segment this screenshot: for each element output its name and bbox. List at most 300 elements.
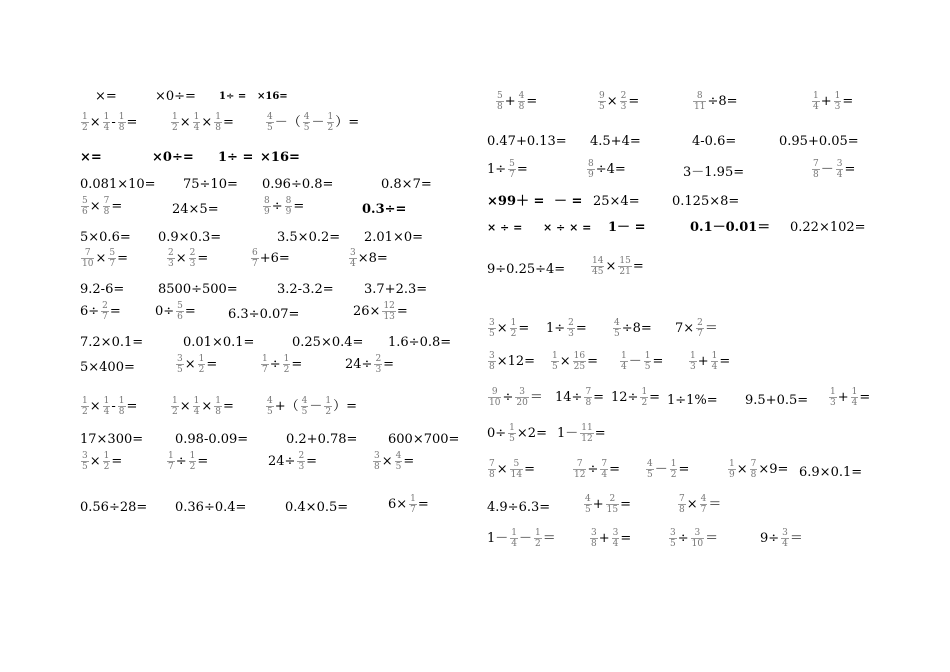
problem xyxy=(80,281,124,299)
problem xyxy=(285,499,348,517)
operator-text: = xyxy=(593,389,605,405)
problem-text: 600×700= xyxy=(388,432,460,447)
operator-text: 1－ xyxy=(557,425,579,441)
problem-text: × ÷ × = xyxy=(543,221,592,234)
denominator: 5 xyxy=(614,329,620,339)
fraction xyxy=(510,459,523,480)
problem-text: 0.125×8= xyxy=(672,194,740,209)
operator-text: + xyxy=(592,496,604,512)
operator-text: = xyxy=(628,93,640,109)
fraction xyxy=(373,451,381,472)
fraction xyxy=(382,301,395,322)
problem xyxy=(183,176,238,194)
operator-text: 6÷ xyxy=(80,303,100,319)
operator-text: = xyxy=(518,320,530,336)
problem-text: 2.01×0= xyxy=(364,230,424,245)
problem xyxy=(155,301,197,322)
fraction xyxy=(620,91,628,112)
problem xyxy=(590,133,641,151)
operator-text: +（ xyxy=(274,398,299,414)
fraction xyxy=(510,318,518,339)
problem xyxy=(80,112,138,133)
problem xyxy=(175,354,218,375)
problem xyxy=(80,149,102,167)
problem xyxy=(80,431,143,449)
denominator: 7 xyxy=(509,170,515,180)
problem-text: ×= xyxy=(95,89,117,104)
operator-text: = xyxy=(859,389,871,405)
fraction xyxy=(689,351,697,372)
problem xyxy=(80,176,156,194)
problem xyxy=(668,528,719,549)
numerator: 1 xyxy=(552,351,558,361)
numerator: 7 xyxy=(813,159,819,169)
numerator: 4 xyxy=(267,396,273,406)
operator-text: = xyxy=(575,320,587,336)
problem-text: × ÷ = xyxy=(487,221,523,234)
problem-text: 5×400= xyxy=(80,360,135,375)
problem xyxy=(597,91,640,112)
denominator: 5 xyxy=(177,365,183,375)
numerator: 1 xyxy=(215,112,222,122)
problem xyxy=(158,229,221,247)
numerator: 16 xyxy=(573,351,586,361)
problem xyxy=(80,359,135,377)
denominator: 12 xyxy=(581,434,593,444)
problem-text: 25×4= xyxy=(593,194,640,209)
numerator: 15 xyxy=(619,256,631,266)
problem-text: 0.22×102= xyxy=(790,220,866,235)
fraction xyxy=(214,396,222,417)
fraction xyxy=(395,451,403,472)
problem xyxy=(175,499,246,517)
fraction xyxy=(285,196,293,217)
problem xyxy=(170,112,235,133)
problem xyxy=(667,392,718,410)
operator-text: ÷ xyxy=(269,356,281,372)
denominator: 7 xyxy=(168,462,174,472)
problem xyxy=(381,176,432,194)
fraction xyxy=(263,196,271,217)
problem xyxy=(593,193,640,211)
operator-text: = xyxy=(223,398,234,414)
denominator: 2 xyxy=(198,365,205,375)
denominator: 21 xyxy=(619,267,631,277)
numerator: 2 xyxy=(609,494,616,504)
fraction xyxy=(251,248,259,269)
problem xyxy=(388,494,430,515)
problem xyxy=(555,387,605,408)
denominator: 5 xyxy=(82,462,88,472)
denominator: 11 xyxy=(694,102,706,112)
problem xyxy=(487,528,557,549)
fraction xyxy=(691,528,704,549)
problem xyxy=(487,261,565,279)
fraction xyxy=(101,301,109,322)
fraction xyxy=(613,318,621,339)
problem-text: 0.4×0.5= xyxy=(285,500,349,515)
problem-text: 9÷0.25÷4= xyxy=(487,262,566,277)
problem xyxy=(745,392,808,410)
operator-text: = xyxy=(109,303,121,319)
fraction xyxy=(81,451,89,472)
operator-text: ÷ xyxy=(587,461,599,477)
denominator: 2 xyxy=(283,365,290,375)
denominator: 2 xyxy=(510,329,517,339)
problem-text: ×= xyxy=(80,150,102,165)
operator-text: × xyxy=(184,356,196,372)
denominator: 5 xyxy=(599,102,605,112)
fraction xyxy=(103,196,111,217)
fraction xyxy=(606,494,619,515)
denominator: 15 xyxy=(606,505,619,515)
fraction xyxy=(283,354,291,375)
operator-text: ＝ xyxy=(542,530,556,546)
fraction xyxy=(488,318,496,339)
numerator: 1 xyxy=(510,318,517,328)
problem-text: ×16= xyxy=(257,91,288,102)
fraction xyxy=(573,351,586,372)
problem xyxy=(80,396,138,417)
numerator: 1 xyxy=(103,451,110,461)
operator-text: = xyxy=(291,356,303,372)
operator-text: × xyxy=(496,461,508,477)
numerator: 1 xyxy=(103,396,110,406)
numerator: 3 xyxy=(612,528,619,538)
numerator: 12 xyxy=(383,301,395,311)
operator-text: － xyxy=(654,461,668,477)
operator-text: × xyxy=(201,398,213,414)
operator-text: + xyxy=(598,530,610,546)
operator-text: ＝ xyxy=(529,389,543,405)
problem-text: 8500÷500= xyxy=(158,282,238,297)
numerator: 4 xyxy=(700,494,707,504)
denominator: 4 xyxy=(103,123,110,133)
problem xyxy=(611,387,661,408)
numerator: 2 xyxy=(568,318,574,328)
numerator: 1 xyxy=(641,387,648,397)
denominator: 4 xyxy=(621,362,627,372)
numerator: 1 xyxy=(851,387,858,397)
denominator: 2 xyxy=(325,407,332,417)
problem-text: 0.2+0.78= xyxy=(286,432,358,447)
numerator: 3 xyxy=(350,248,356,258)
problem xyxy=(672,193,739,211)
problem xyxy=(152,149,194,167)
denominator: 20 xyxy=(516,398,528,408)
operator-text: = xyxy=(526,93,538,109)
denominator: 4 xyxy=(103,407,110,417)
operator-text: +6= xyxy=(259,250,290,266)
problem-text: 0.25×0.4= xyxy=(292,335,364,350)
fraction xyxy=(349,248,357,269)
denominator: 8 xyxy=(591,539,597,549)
fraction xyxy=(515,387,528,408)
denominator: 5 xyxy=(489,329,495,339)
problem xyxy=(262,196,305,217)
fraction xyxy=(108,248,116,269)
denominator: 4 xyxy=(601,470,608,480)
denominator: 8 xyxy=(489,362,495,372)
fraction xyxy=(488,459,496,480)
denominator: 2 xyxy=(327,123,334,133)
numerator: 4 xyxy=(301,396,308,406)
problem xyxy=(583,494,632,515)
problem-text: 6.9×0.1= xyxy=(799,465,863,480)
fraction xyxy=(81,396,89,417)
problem-text: 0.01×0.1= xyxy=(183,335,255,350)
numerator: 1 xyxy=(325,396,332,406)
fraction xyxy=(488,351,496,372)
numerator: 11 xyxy=(581,423,593,433)
fraction xyxy=(693,91,706,112)
fraction xyxy=(261,354,269,375)
problem-text: 5×0.6= xyxy=(80,230,131,245)
denominator: 4 xyxy=(851,398,858,408)
fraction xyxy=(580,423,593,444)
problem xyxy=(262,176,333,194)
operator-text: 24÷ xyxy=(345,356,373,372)
numerator: 1 xyxy=(327,112,334,122)
denominator: 10 xyxy=(691,539,704,549)
denominator: 8 xyxy=(215,407,222,417)
numerator: 1 xyxy=(690,351,696,361)
fraction xyxy=(193,112,201,133)
problem xyxy=(799,464,862,482)
denominator: 2 xyxy=(172,407,178,417)
operator-text: － xyxy=(519,530,533,546)
fraction xyxy=(176,301,184,322)
denominator: 7 xyxy=(109,259,116,269)
operator-text: ÷ xyxy=(677,530,689,546)
operator-text: = xyxy=(403,453,415,469)
problem-text: 9.2-6= xyxy=(80,282,125,297)
numerator: 1 xyxy=(729,459,735,469)
fraction xyxy=(669,528,677,549)
fraction xyxy=(700,494,708,515)
operator-text: × xyxy=(559,353,571,369)
denominator: 5 xyxy=(647,470,653,480)
denominator: 8 xyxy=(585,398,592,408)
operator-text: = xyxy=(842,93,854,109)
operator-text: = xyxy=(652,353,664,369)
numerator: 1 xyxy=(410,494,416,504)
operator-text: × xyxy=(95,250,107,266)
operator-text: = xyxy=(649,389,661,405)
denominator: 3 xyxy=(834,102,841,112)
operator-text: = xyxy=(678,461,690,477)
fraction xyxy=(646,459,654,480)
fraction xyxy=(573,459,586,480)
denominator: 8 xyxy=(679,505,685,515)
operator-text: ×2= xyxy=(516,425,547,441)
operator-text: 14÷ xyxy=(555,389,583,405)
problem xyxy=(218,149,253,167)
fraction xyxy=(591,256,604,277)
problem xyxy=(675,318,719,339)
fraction xyxy=(297,451,305,472)
problem xyxy=(277,229,340,247)
fraction xyxy=(198,354,206,375)
numerator: 1 xyxy=(283,354,290,364)
operator-text: = xyxy=(126,114,138,130)
denominator: 4 xyxy=(193,123,200,133)
denominator: 7 xyxy=(252,259,258,269)
numerator: 3 xyxy=(519,387,525,397)
numerator: 1 xyxy=(193,112,200,122)
denominator: 5 xyxy=(267,123,273,133)
fraction xyxy=(750,459,758,480)
operator-text: - xyxy=(111,114,116,130)
denominator: 8 xyxy=(103,207,110,217)
numerator: 4 xyxy=(518,91,525,101)
numerator: 1 xyxy=(834,91,841,101)
fraction xyxy=(118,396,126,417)
fraction xyxy=(584,387,592,408)
denominator: 4 xyxy=(711,362,718,372)
numerator: 9 xyxy=(599,91,605,101)
numerator: 1 xyxy=(535,528,541,538)
problem xyxy=(487,193,544,211)
numerator: 3 xyxy=(591,528,597,538)
denominator: 2 xyxy=(670,470,677,480)
operator-text: ）= xyxy=(333,398,358,414)
numerator: 14 xyxy=(592,256,604,266)
numerator: 1 xyxy=(189,451,196,461)
fraction xyxy=(508,159,516,180)
numerator: 1 xyxy=(621,351,627,361)
problem xyxy=(260,149,300,167)
operator-text: = xyxy=(206,356,218,372)
problem xyxy=(811,91,854,112)
numerator: 3 xyxy=(694,528,701,538)
fraction xyxy=(781,528,789,549)
operator-text: ＝ xyxy=(704,320,718,336)
fraction xyxy=(584,494,592,515)
fraction xyxy=(644,351,652,372)
operator-text: ÷4= xyxy=(595,161,626,177)
problem xyxy=(292,334,363,352)
fraction xyxy=(670,459,678,480)
operator-text: × xyxy=(736,461,748,477)
fraction xyxy=(590,528,598,549)
operator-text: = xyxy=(516,161,528,177)
numerator: 8 xyxy=(696,91,703,101)
problem-text: 4.9÷6.3= xyxy=(487,500,551,515)
operator-text: 1－ xyxy=(487,530,509,546)
operator-text: 26× xyxy=(353,303,381,319)
numerator: 1 xyxy=(198,354,205,364)
denominator: 6 xyxy=(82,207,88,217)
problem xyxy=(155,88,196,106)
numerator: 3 xyxy=(489,351,495,361)
operator-text: × xyxy=(179,114,191,130)
problem xyxy=(590,256,645,277)
fraction xyxy=(518,91,526,112)
numerator: 1 xyxy=(670,459,677,469)
operator-text: ＝ xyxy=(705,530,719,546)
problem xyxy=(554,193,582,211)
problem-text: 4.5+4= xyxy=(590,134,641,149)
problem xyxy=(619,351,664,372)
operator-text: 9÷ xyxy=(760,530,780,546)
problem-text: － = xyxy=(554,194,583,209)
numerator: 1 xyxy=(262,354,268,364)
numerator: 1 xyxy=(168,451,174,461)
denominator: 5 xyxy=(303,123,310,133)
numerator: 4 xyxy=(585,494,591,504)
operator-text: × xyxy=(496,320,508,336)
denominator: 8 xyxy=(497,102,503,112)
denominator: 4 xyxy=(193,407,200,417)
problem xyxy=(250,248,291,269)
fraction xyxy=(534,528,542,549)
problem-text: 0.96÷0.8= xyxy=(262,177,334,192)
fraction xyxy=(303,112,311,133)
operator-text: = xyxy=(719,353,731,369)
denominator: 3 xyxy=(620,102,627,112)
problem xyxy=(260,354,303,375)
problem xyxy=(268,451,318,472)
fraction xyxy=(612,528,620,549)
problem xyxy=(362,201,406,219)
numerator: 1 xyxy=(172,396,178,406)
denominator: 5 xyxy=(552,362,558,372)
denominator: 5 xyxy=(585,505,591,515)
denominator: 5 xyxy=(267,407,273,417)
problem-text: 0.36÷0.4= xyxy=(175,500,247,515)
operator-text: = xyxy=(293,198,305,214)
numerator: 4 xyxy=(395,451,402,461)
operator-text: ×8= xyxy=(357,250,388,266)
problem-text: 17×300= xyxy=(80,432,144,447)
denominator: 6 xyxy=(177,312,183,322)
problem xyxy=(95,88,117,106)
operator-text: ÷ xyxy=(271,198,283,214)
problem-text: 4-0.6= xyxy=(692,134,737,149)
numerator: 1 xyxy=(511,528,518,538)
problem-text: 1.6÷0.8= xyxy=(388,335,452,350)
fraction xyxy=(696,318,704,339)
operator-text: × xyxy=(686,496,698,512)
problem xyxy=(80,451,123,472)
fraction xyxy=(812,159,820,180)
problem xyxy=(495,91,538,112)
denominator: 8 xyxy=(215,123,222,133)
fraction xyxy=(620,351,628,372)
fraction xyxy=(171,112,179,133)
numerator: 1 xyxy=(82,112,88,122)
problem xyxy=(345,354,395,375)
numerator: 5 xyxy=(177,301,183,311)
fraction xyxy=(171,396,179,417)
denominator: 2 xyxy=(103,462,110,472)
operator-text: ×12= xyxy=(496,353,536,369)
operator-text: × xyxy=(606,93,618,109)
fraction xyxy=(324,396,332,417)
problem xyxy=(80,334,143,352)
fraction xyxy=(618,256,631,277)
problem xyxy=(80,248,129,269)
fraction xyxy=(327,112,335,133)
operator-text: 6× xyxy=(388,496,408,512)
denominator: 9 xyxy=(729,470,735,480)
operator-text: = xyxy=(383,356,395,372)
problem-text: 6.3÷0.07= xyxy=(228,307,300,322)
problem xyxy=(690,219,770,237)
fraction xyxy=(678,494,686,515)
operator-text: ÷ xyxy=(175,453,187,469)
